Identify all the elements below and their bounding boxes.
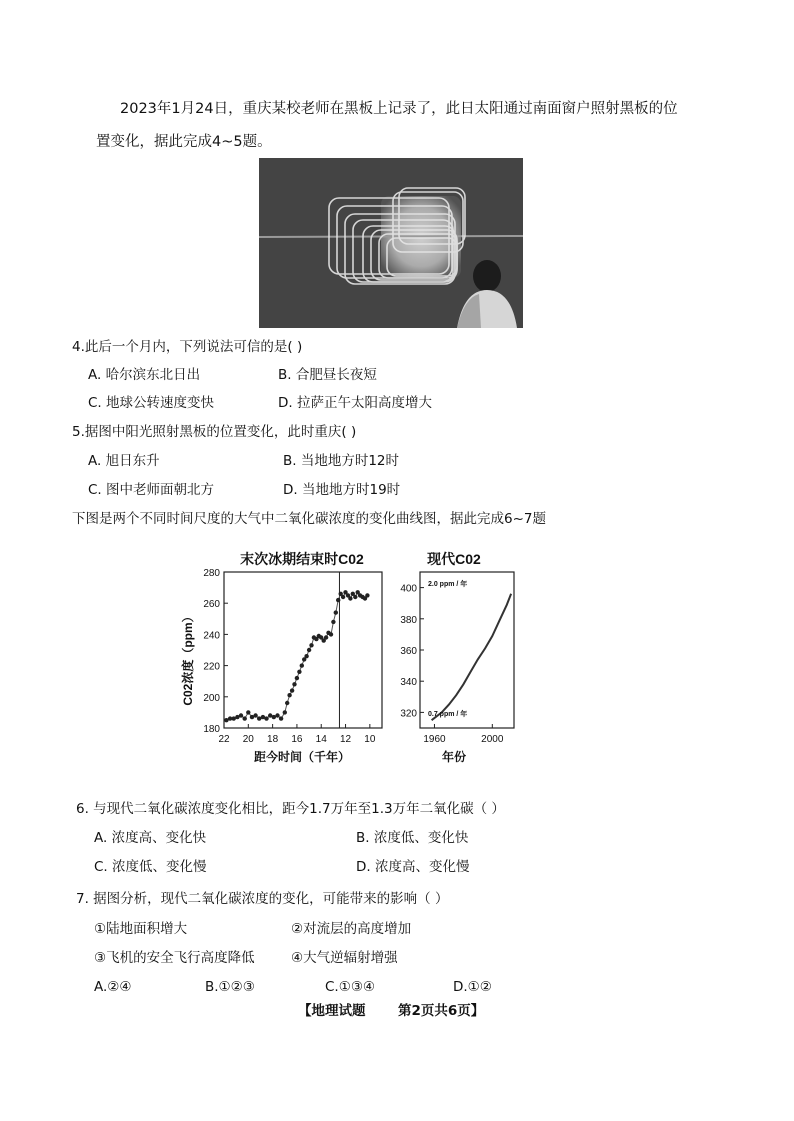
q7-statement-2: ②对流层的高度增加 bbox=[291, 921, 412, 937]
chart1-data-point bbox=[264, 716, 268, 720]
q7-option-d: D.①② bbox=[453, 979, 492, 995]
chart1-data-point bbox=[329, 632, 333, 636]
chart1-xtick-label: 10 bbox=[364, 734, 376, 745]
footer-page: 第2页共6页】 bbox=[398, 1003, 485, 1019]
intro-line-2: 置变化，据此完成4~5题。 bbox=[96, 134, 272, 150]
chart1-ylabel: C02浓度（ppm） bbox=[181, 610, 195, 706]
chart1-data-point bbox=[331, 620, 335, 624]
chart2-ytick-label: 340 bbox=[400, 677, 417, 689]
q6-option-d: D. 浓度高、变化慢 bbox=[356, 859, 470, 875]
chart1-data-point bbox=[365, 593, 369, 597]
chart2-ytick-label: 320 bbox=[400, 708, 417, 720]
chart2-xlabel: 年份 bbox=[441, 750, 467, 764]
chart1-data-point bbox=[279, 716, 283, 720]
chart1-data-point bbox=[324, 635, 328, 639]
chart1-data-point bbox=[341, 595, 345, 599]
chart1-data-point bbox=[290, 688, 294, 692]
chart1-data-point bbox=[297, 670, 301, 674]
chart1-data-point bbox=[287, 693, 291, 697]
chart1-xtick-label: 18 bbox=[267, 734, 279, 745]
chart1-trend-line bbox=[226, 592, 367, 720]
chart2-frame bbox=[420, 572, 514, 728]
chart1-ytick-label: 220 bbox=[203, 661, 220, 673]
intro-line-1: 2023年1月24日，重庆某校老师在黑板上记录了，此日太阳通过南面窗户照射黑板的位 bbox=[120, 101, 678, 117]
chart1-data-point bbox=[283, 710, 287, 714]
chart1-data-point bbox=[336, 598, 340, 602]
q7-statement-1: ①陆地面积增大 bbox=[94, 921, 188, 937]
chart2-series-line bbox=[432, 594, 512, 720]
q5-stem: 5.据图中阳光照射黑板的位置变化，此时重庆( ) bbox=[72, 424, 357, 440]
chart1-data-point bbox=[243, 716, 247, 720]
chart1-xtick-label: 12 bbox=[339, 734, 352, 745]
chart1-ytick-label: 200 bbox=[203, 692, 220, 704]
chart1-xlabel: 距今时间（千年） bbox=[253, 750, 351, 764]
chart2-ytick-label: 360 bbox=[400, 646, 417, 657]
chart1-data-point bbox=[353, 595, 357, 599]
chart1-xtick-label: 22 bbox=[218, 734, 230, 745]
q7-option-b: B.①②③ bbox=[205, 979, 255, 995]
chart1-xtick-label: 16 bbox=[291, 734, 303, 745]
chart1-ytick-label: 280 bbox=[203, 568, 220, 579]
chart1-data-point bbox=[334, 610, 338, 614]
chart1-data-point bbox=[292, 682, 296, 686]
q6-option-a: A. 浓度高、变化快 bbox=[94, 830, 207, 846]
chart2-xtick-label: 1960 bbox=[423, 734, 446, 745]
chart1-data-point bbox=[275, 713, 279, 717]
chart1-ytick-label: 260 bbox=[203, 599, 220, 611]
chart2-annotation-bottom: 0.7 ppm / 年 bbox=[428, 711, 468, 718]
chart1-xtick-label: 20 bbox=[242, 734, 254, 745]
chart1-ytick-label: 180 bbox=[203, 724, 220, 735]
q7-statement-3: ③飞机的安全飞行高度降低 bbox=[94, 950, 255, 966]
chart1-data-point bbox=[239, 713, 243, 717]
footer-subject: 【地理试题 bbox=[298, 1003, 366, 1019]
chart2-ytick-label: 380 bbox=[400, 614, 417, 626]
chart2-annotation-top: 2.0 ppm / 年 bbox=[428, 581, 468, 588]
q7-stem: 7. 据图分析，现代二氧化碳浓度的变化，可能带来的影响（ ） bbox=[76, 891, 449, 907]
intro-q6-7: 下图是两个不同时间尺度的大气中二氧化碳浓度的变化曲线图，据此完成6~7题 bbox=[72, 511, 546, 527]
chart1-data-point bbox=[246, 710, 250, 714]
chart-ice-age-co2 bbox=[178, 544, 386, 768]
chart2-ytick-label: 400 bbox=[400, 583, 417, 595]
q4-stem: 4.此后一个月内，下列说法可信的是( ) bbox=[72, 339, 303, 355]
q7-option-c: C.①③④ bbox=[325, 979, 376, 995]
chart1-data-point bbox=[300, 663, 304, 667]
chart1-data-point bbox=[285, 701, 289, 705]
chart1-data-point bbox=[309, 643, 313, 647]
q7-option-a: A.②④ bbox=[94, 979, 132, 995]
chart1-data-point bbox=[304, 654, 308, 658]
chart1-title: 末次冰期结束时C02 bbox=[240, 551, 364, 567]
chart1-data-point bbox=[307, 648, 311, 652]
q5-option-a: A. 旭日东升 bbox=[88, 453, 160, 469]
q5-option-c: C. 图中老师面朝北方 bbox=[88, 482, 215, 498]
chart1-data-point bbox=[295, 676, 299, 680]
chart1-xtick-label: 14 bbox=[315, 734, 327, 745]
q5-option-d: D. 当地地方时19时 bbox=[283, 482, 401, 498]
q4-option-b: B. 合肥昼长夜短 bbox=[278, 367, 377, 383]
q4-option-c: C. 地球公转速度变快 bbox=[88, 395, 215, 411]
q4-option-a: A. 哈尔滨东北日出 bbox=[88, 367, 201, 383]
blackboard-photo bbox=[259, 158, 523, 328]
chart1-data-point bbox=[253, 713, 257, 717]
chart2-xtick-label: 2000 bbox=[481, 734, 504, 745]
q7-statement-4: ④大气逆辐射增强 bbox=[291, 950, 398, 966]
q6-option-b: B. 浓度低、变化快 bbox=[356, 830, 469, 846]
q4-option-d: D. 拉萨正午太阳高度增大 bbox=[278, 395, 432, 411]
q6-option-c: C. 浓度低、变化慢 bbox=[94, 859, 207, 875]
chart-modern-co2 bbox=[388, 544, 520, 768]
chart2-title: 现代C02 bbox=[427, 551, 481, 567]
q6-stem: 6. 与现代二氧化碳浓度变化相比，距今1.7万年至1.3万年二氧化碳（ ） bbox=[76, 801, 505, 817]
chart1-ytick-label: 240 bbox=[203, 630, 220, 642]
q5-option-b: B. 当地地方时12时 bbox=[283, 453, 400, 469]
chart1-data-point bbox=[348, 596, 352, 600]
